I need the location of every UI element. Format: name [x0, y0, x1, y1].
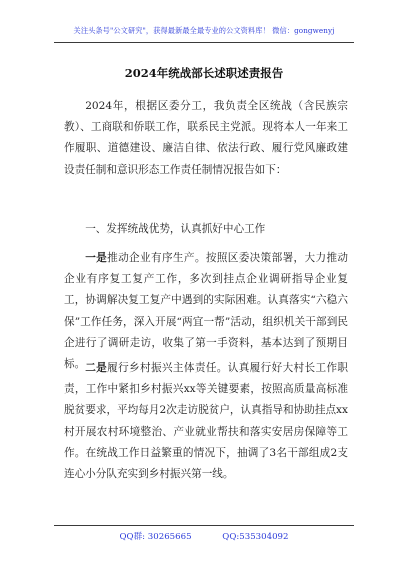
section-heading: 一、发挥统战优势，认真抓好中心工作	[85, 223, 266, 235]
intro-paragraph: 2024年，根据区委分工，我负责全区统战（含民族宗教）、工商联和侨联工作，联系民主党派。现将本人一年来工作履职、道德建设、廉洁自律、依法行政、履行党风廉政建设责任制和意识形态工作责任制情况报告如下：	[64, 100, 348, 176]
paragraph-two	[64, 358, 348, 485]
paragraph-one-lead: 一是	[85, 252, 108, 264]
paragraph-two-text: 履行乡村振兴主体责任。认真履行好大村长工作职责，工作中紧扣乡村振兴xx等关键要素，按照高质量高标准脱贫要求，平均每月2次走访脱贫户，认真指导和协助挂点xx村开展农村环境整治、产业就业帮扶和落实安居房保障等工作。在统战工作日益繁重的情况下，抽调了3名干部组成2支连心小分队充实到乡村振兴第一线。	[64, 362, 349, 481]
footer-qq: QQ:535304092	[222, 532, 289, 542]
paragraph-one-text: 推动企业有序生产。按照区委决策部署，大力推动企业有序复工复产工作，多次到挂点企业调研指导企业复工，协调解决复工复产中遇到的实际困难。认真落实“六稳六保”工作任务，深入开展“两宜一帮”活动，组织机关干部到民企进行了调研走访，收集了第一手资料，基本达到了预期目标。	[64, 252, 349, 371]
document-title: 2024年统战部长述职述责报告	[124, 66, 284, 80]
header-note: 关注头条号"公文研究"，获得最新最全最专业的公文资料库！ 微信：gongwenyj	[73, 26, 335, 35]
paragraph-two-lead: 二是	[85, 362, 108, 374]
footer-divider	[54, 525, 354, 526]
header-divider	[54, 42, 354, 43]
paragraph-one	[64, 248, 348, 375]
footer	[0, 530, 408, 542]
footer-qq-group: QQ群: 30265665	[119, 532, 192, 542]
